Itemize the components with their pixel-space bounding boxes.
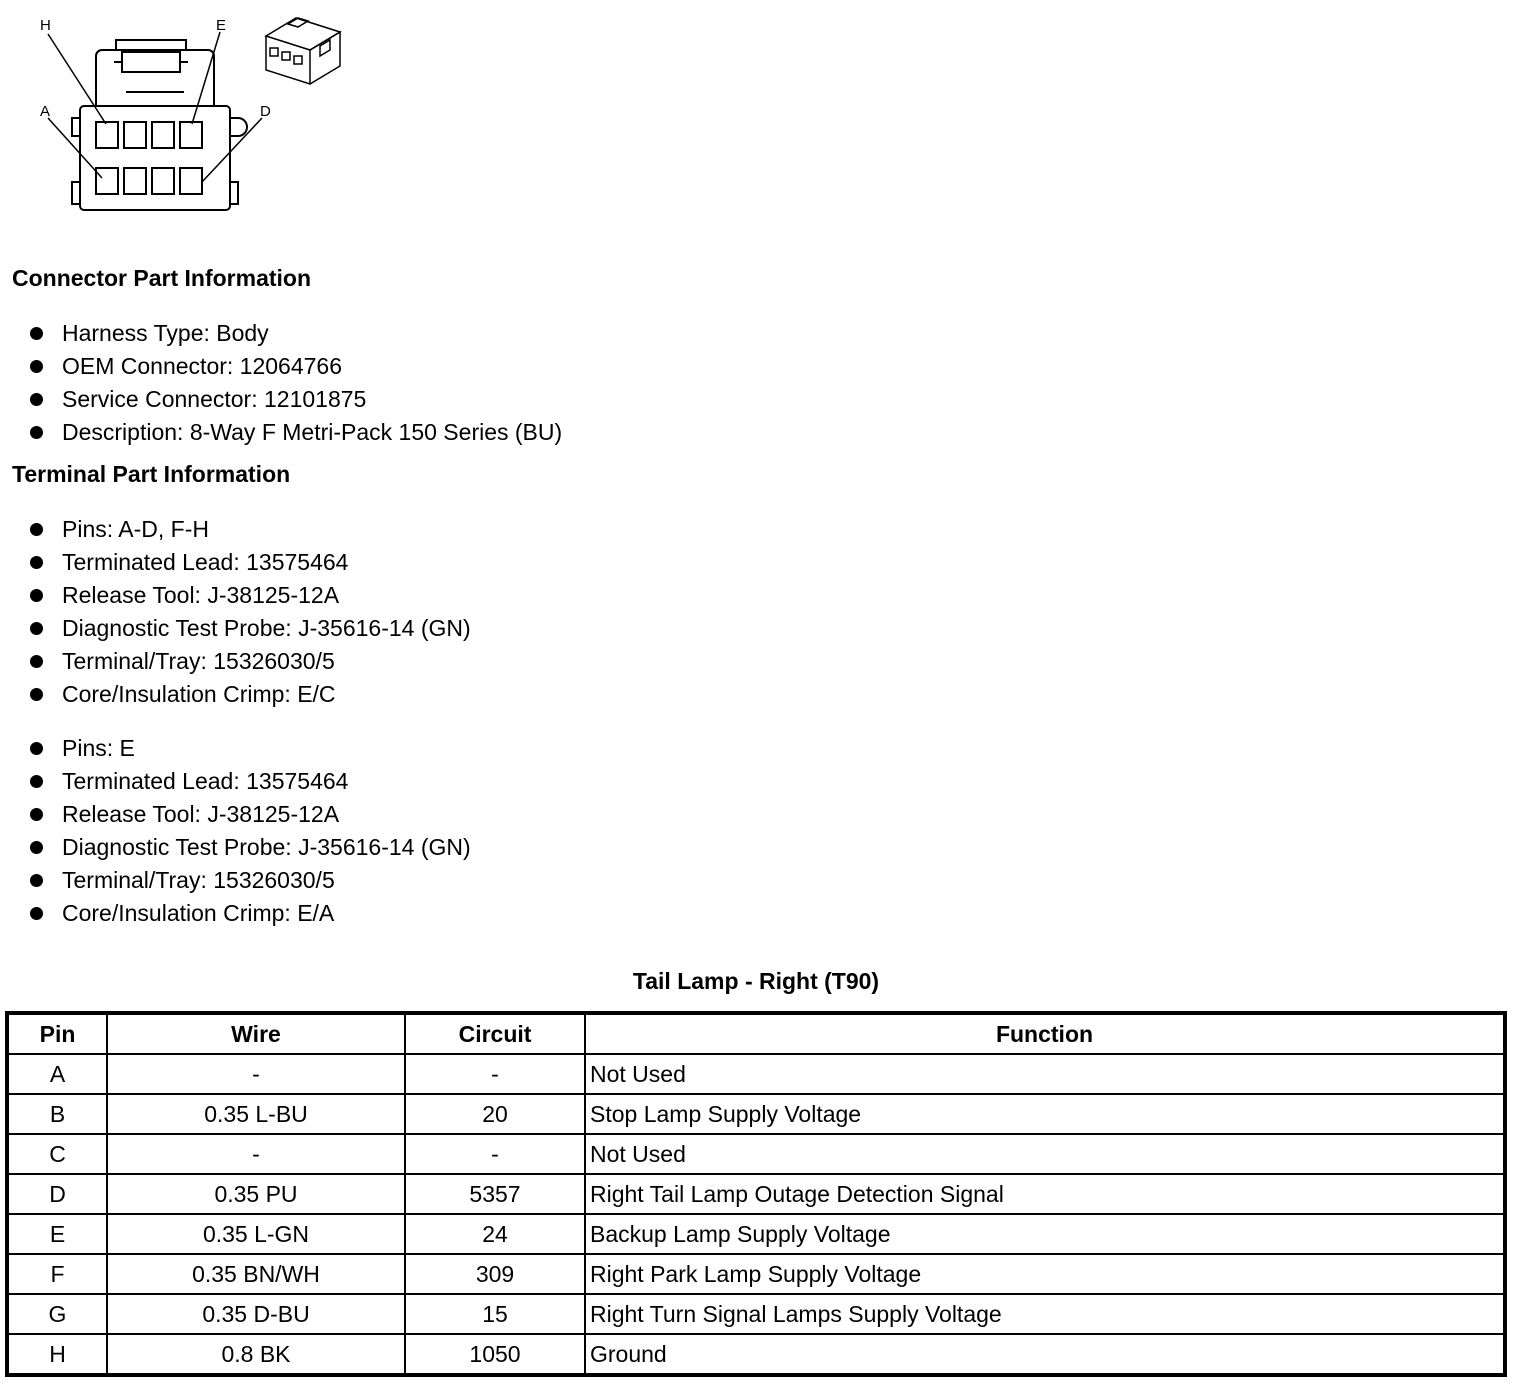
connector-part-heading: Connector Part Information (12, 265, 312, 291)
list-item: Terminal/Tray: 15326030/5 (28, 645, 471, 678)
terminal-part-list-1 (28, 513, 471, 711)
bullet-icon (30, 655, 43, 668)
bullet-icon (30, 360, 43, 373)
cell-function: Stop Lamp Supply Voltage (585, 1094, 1505, 1134)
cell-wire: 0.35 L-BU (107, 1094, 405, 1134)
cell-wire: 0.35 BN/WH (107, 1254, 405, 1294)
column-header-function: Function (585, 1013, 1505, 1054)
column-header-pin: Pin (7, 1013, 107, 1054)
cell-function: Backup Lamp Supply Voltage (585, 1214, 1505, 1254)
list-item: Core/Insulation Crimp: E/C (28, 678, 471, 711)
column-header-wire: Wire (107, 1013, 405, 1054)
list-item: Service Connector: 12101875 (28, 383, 562, 416)
column-header-circuit: Circuit (405, 1013, 585, 1054)
connector-part-list (28, 317, 562, 449)
bullet-icon (30, 874, 43, 887)
table-title: Tail Lamp - Right (T90) (632, 968, 880, 994)
bullet-icon (30, 907, 43, 920)
pin-label-d: D (260, 103, 271, 120)
list-item: Pins: A-D, F-H (28, 513, 471, 546)
table-row (7, 1334, 1505, 1375)
bullet-icon (30, 589, 43, 602)
list-item: Diagnostic Test Probe: J-35616-14 (GN) (28, 612, 471, 645)
list-item: Terminal/Tray: 15326030/5 (28, 864, 471, 897)
bullet-icon (30, 688, 43, 701)
cell-function: Ground (585, 1334, 1505, 1375)
bullet-icon (30, 393, 43, 406)
pin-label-e: E (216, 17, 227, 34)
cell-pin: B (7, 1094, 107, 1134)
table-row (7, 1094, 1505, 1134)
cell-pin: G (7, 1294, 107, 1334)
pinout-table (5, 1011, 1507, 1377)
pin-label-a: A (40, 103, 51, 120)
list-item: OEM Connector: 12064766 (28, 350, 562, 383)
bullet-icon (30, 556, 43, 569)
connector-thumbnail (266, 18, 340, 84)
cell-wire: - (107, 1054, 405, 1094)
list-item: Pins: E (28, 732, 471, 765)
cell-wire: 0.35 L-GN (107, 1214, 405, 1254)
cell-circuit: 20 (405, 1094, 585, 1134)
table-row (7, 1214, 1505, 1254)
cell-function: Not Used (585, 1054, 1505, 1094)
cell-wire: 0.8 BK (107, 1334, 405, 1375)
list-item: Diagnostic Test Probe: J-35616-14 (GN) (28, 831, 471, 864)
table-row (7, 1054, 1505, 1094)
bullet-icon (30, 742, 43, 755)
cell-circuit: 1050 (405, 1334, 585, 1375)
cell-circuit: 309 (405, 1254, 585, 1294)
cell-function: Right Turn Signal Lamps Supply Voltage (585, 1294, 1505, 1334)
list-item: Core/Insulation Crimp: E/A (28, 897, 471, 930)
cell-circuit: 24 (405, 1214, 585, 1254)
cell-pin: D (7, 1174, 107, 1214)
cell-circuit: - (405, 1134, 585, 1174)
table-row (7, 1254, 1505, 1294)
cell-wire: 0.35 PU (107, 1174, 405, 1214)
cell-pin: C (7, 1134, 107, 1174)
bullet-icon (30, 622, 43, 635)
cell-wire: 0.35 D-BU (107, 1294, 405, 1334)
cell-function: Right Park Lamp Supply Voltage (585, 1254, 1505, 1294)
bullet-icon (30, 327, 43, 340)
list-item: Release Tool: J-38125-12A (28, 579, 471, 612)
list-item: Terminated Lead: 13575464 (28, 765, 471, 798)
bullet-icon (30, 426, 43, 439)
list-item: Harness Type: Body (28, 317, 562, 350)
terminal-part-list-2 (28, 732, 471, 930)
cell-function: Not Used (585, 1134, 1505, 1174)
table-row (7, 1294, 1505, 1334)
cell-pin: E (7, 1214, 107, 1254)
table-header-row (7, 1013, 1505, 1054)
list-item: Description: 8-Way F Metri-Pack 150 Series (BU) (28, 416, 562, 449)
pin-label-h: H (40, 17, 51, 34)
list-item: Release Tool: J-38125-12A (28, 798, 471, 831)
cell-pin: A (7, 1054, 107, 1094)
table-row (7, 1134, 1505, 1174)
table-row (7, 1174, 1505, 1214)
cell-function: Right Tail Lamp Outage Detection Signal (585, 1174, 1505, 1214)
bullet-icon (30, 775, 43, 788)
terminal-part-heading: Terminal Part Information (12, 461, 291, 487)
cell-circuit: 15 (405, 1294, 585, 1334)
cell-circuit: - (405, 1054, 585, 1094)
cell-pin: H (7, 1334, 107, 1375)
list-item: Terminated Lead: 13575464 (28, 546, 471, 579)
cell-wire: - (107, 1134, 405, 1174)
cell-circuit: 5357 (405, 1174, 585, 1214)
connector-face-diagram (30, 6, 350, 220)
bullet-icon (30, 841, 43, 854)
bullet-icon (30, 523, 43, 536)
bullet-icon (30, 808, 43, 821)
cell-pin: F (7, 1254, 107, 1294)
